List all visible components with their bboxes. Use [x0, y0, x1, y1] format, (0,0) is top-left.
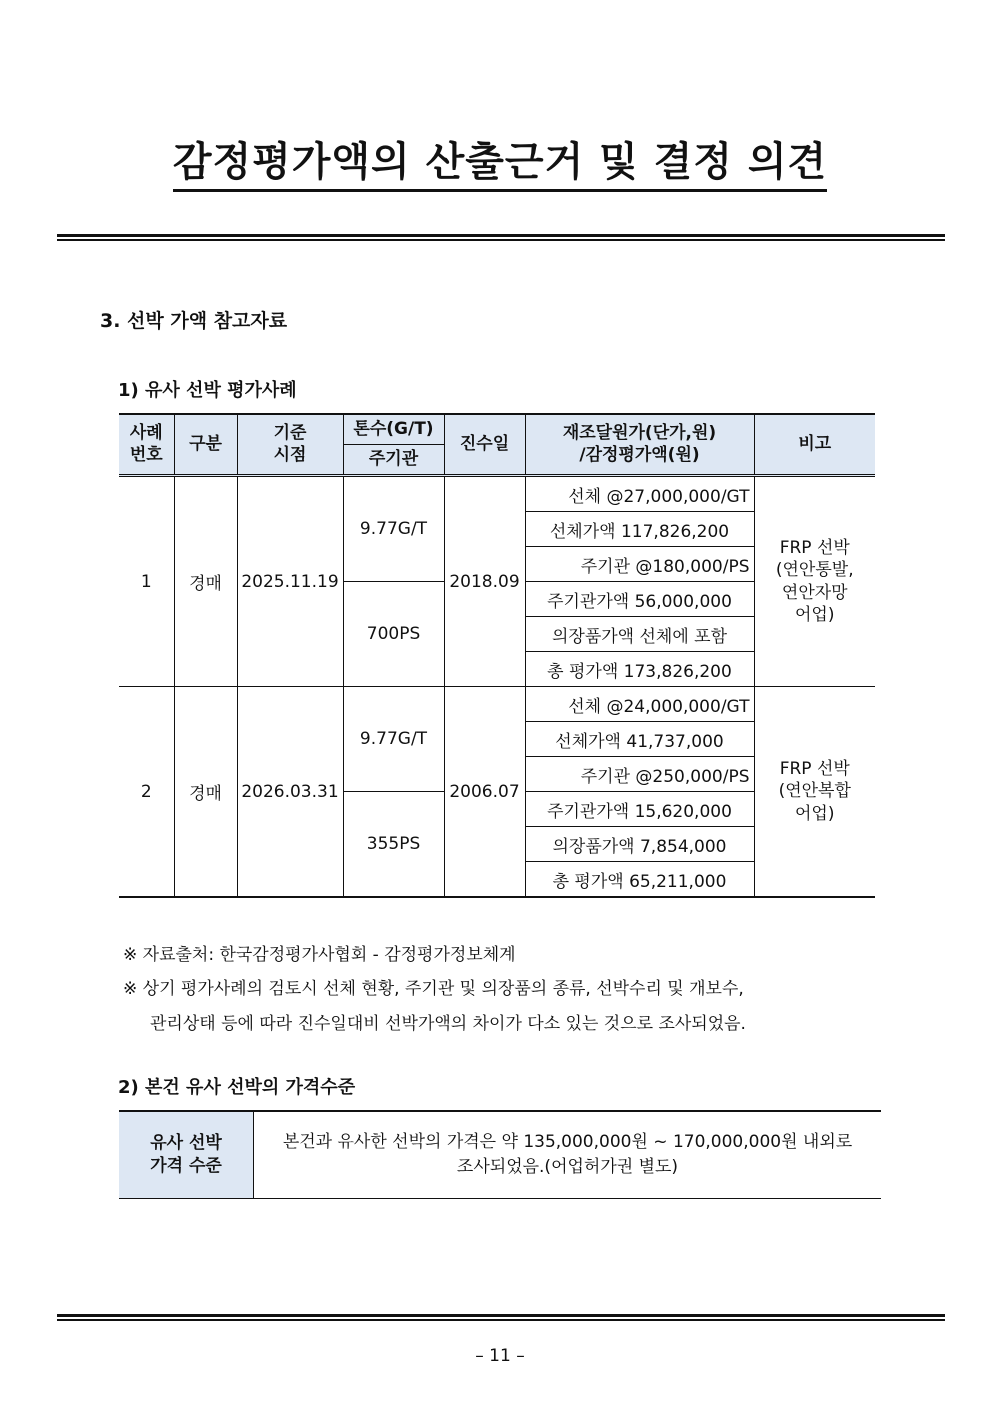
header-base-date: 기준 시점	[237, 414, 343, 476]
case-no: 2	[119, 687, 174, 898]
page-number: – 11 –	[475, 1346, 525, 1366]
page-title: 감정평가액의 산출근거 및 결정 의견	[0, 130, 1000, 187]
case-launch-date: 2018.09	[444, 476, 525, 687]
case-base-date: 2026.03.31	[237, 687, 343, 898]
price-level-value-line: 조사되었음.(어업허가권 별도)	[456, 1157, 679, 1177]
cost-line: 의장품가액 7,854,000	[525, 827, 754, 862]
case-no: 1	[119, 476, 174, 687]
source-note: ※ 자료출처: 한국감정평가사협회 - 감정평가정보체계	[123, 945, 516, 965]
header-launch-date: 진수일	[444, 414, 525, 476]
case-launch-date: 2006.07	[444, 687, 525, 898]
header-engine: 주기관	[343, 445, 444, 476]
cost-line: 의장품가액 선체에 포함	[525, 617, 754, 652]
case-type: 경매	[174, 476, 237, 687]
subsection-heading-price-level: 2) 본건 유사 선박의 가격수준	[118, 1077, 356, 1098]
cost-line: 선체가액 117,826,200	[525, 512, 754, 547]
review-note: ※ 상기 평가사례의 검토시 선체 현황, 주기관 및 의장품의 종류, 선박수리 및 개보수,	[123, 979, 744, 999]
section-heading: 3. 선박 가액 참고자료	[100, 310, 288, 332]
case-remarks: FRP 선박 (연안복합 어업)	[754, 687, 875, 898]
review-note-continued: 관리상태 등에 따라 진수일대비 선박가액의 차이가 다소 있는 것으로 조사되었음.	[150, 1014, 746, 1034]
table-row	[119, 687, 875, 722]
table-row	[119, 476, 875, 512]
cost-line: 총 평가액 65,211,000	[525, 862, 754, 898]
header-tonnage: 톤수(G/T)	[343, 414, 444, 445]
cost-line: 주기관 @250,000/PS	[525, 757, 754, 792]
price-level-label: 유사 선박 가격 수준	[119, 1111, 254, 1199]
header-case-no: 사례 번호	[119, 414, 174, 476]
price-level-value	[254, 1111, 882, 1199]
case-type: 경매	[174, 687, 237, 898]
header-type: 구분	[174, 414, 237, 476]
case-remarks: FRP 선박 (연안통발, 연안자망 어업)	[754, 476, 875, 687]
price-level-table	[119, 1110, 881, 1199]
header-cost: 재조달원가(단가,원) /감정평가액(원)	[525, 414, 754, 476]
case-engine: 355PS	[343, 792, 444, 898]
subsection-heading-cases: 1) 유사 선박 평가사례	[118, 380, 297, 401]
header-remarks: 비고	[754, 414, 875, 476]
cost-line: 주기관가액 15,620,000	[525, 792, 754, 827]
top-rule	[57, 234, 945, 241]
cost-line: 주기관 @180,000/PS	[525, 547, 754, 582]
case-base-date: 2025.11.19	[237, 476, 343, 687]
cost-line: 총 평가액 173,826,200	[525, 652, 754, 687]
case-tonnage: 9.77G/T	[343, 687, 444, 792]
cost-line: 주기관가액 56,000,000	[525, 582, 754, 617]
case-table	[119, 413, 875, 898]
case-tonnage: 9.77G/T	[343, 476, 444, 582]
cost-line: 선체 @24,000,000/GT	[525, 687, 754, 722]
cost-line: 선체 @27,000,000/GT	[525, 476, 754, 512]
bottom-rule	[57, 1314, 945, 1321]
case-engine: 700PS	[343, 582, 444, 687]
price-level-value-line: 본건과 유사한 선박의 가격은 약 135,000,000원 ~ 170,000,000원 내외로	[282, 1132, 853, 1153]
cost-line: 선체가액 41,737,000	[525, 722, 754, 757]
